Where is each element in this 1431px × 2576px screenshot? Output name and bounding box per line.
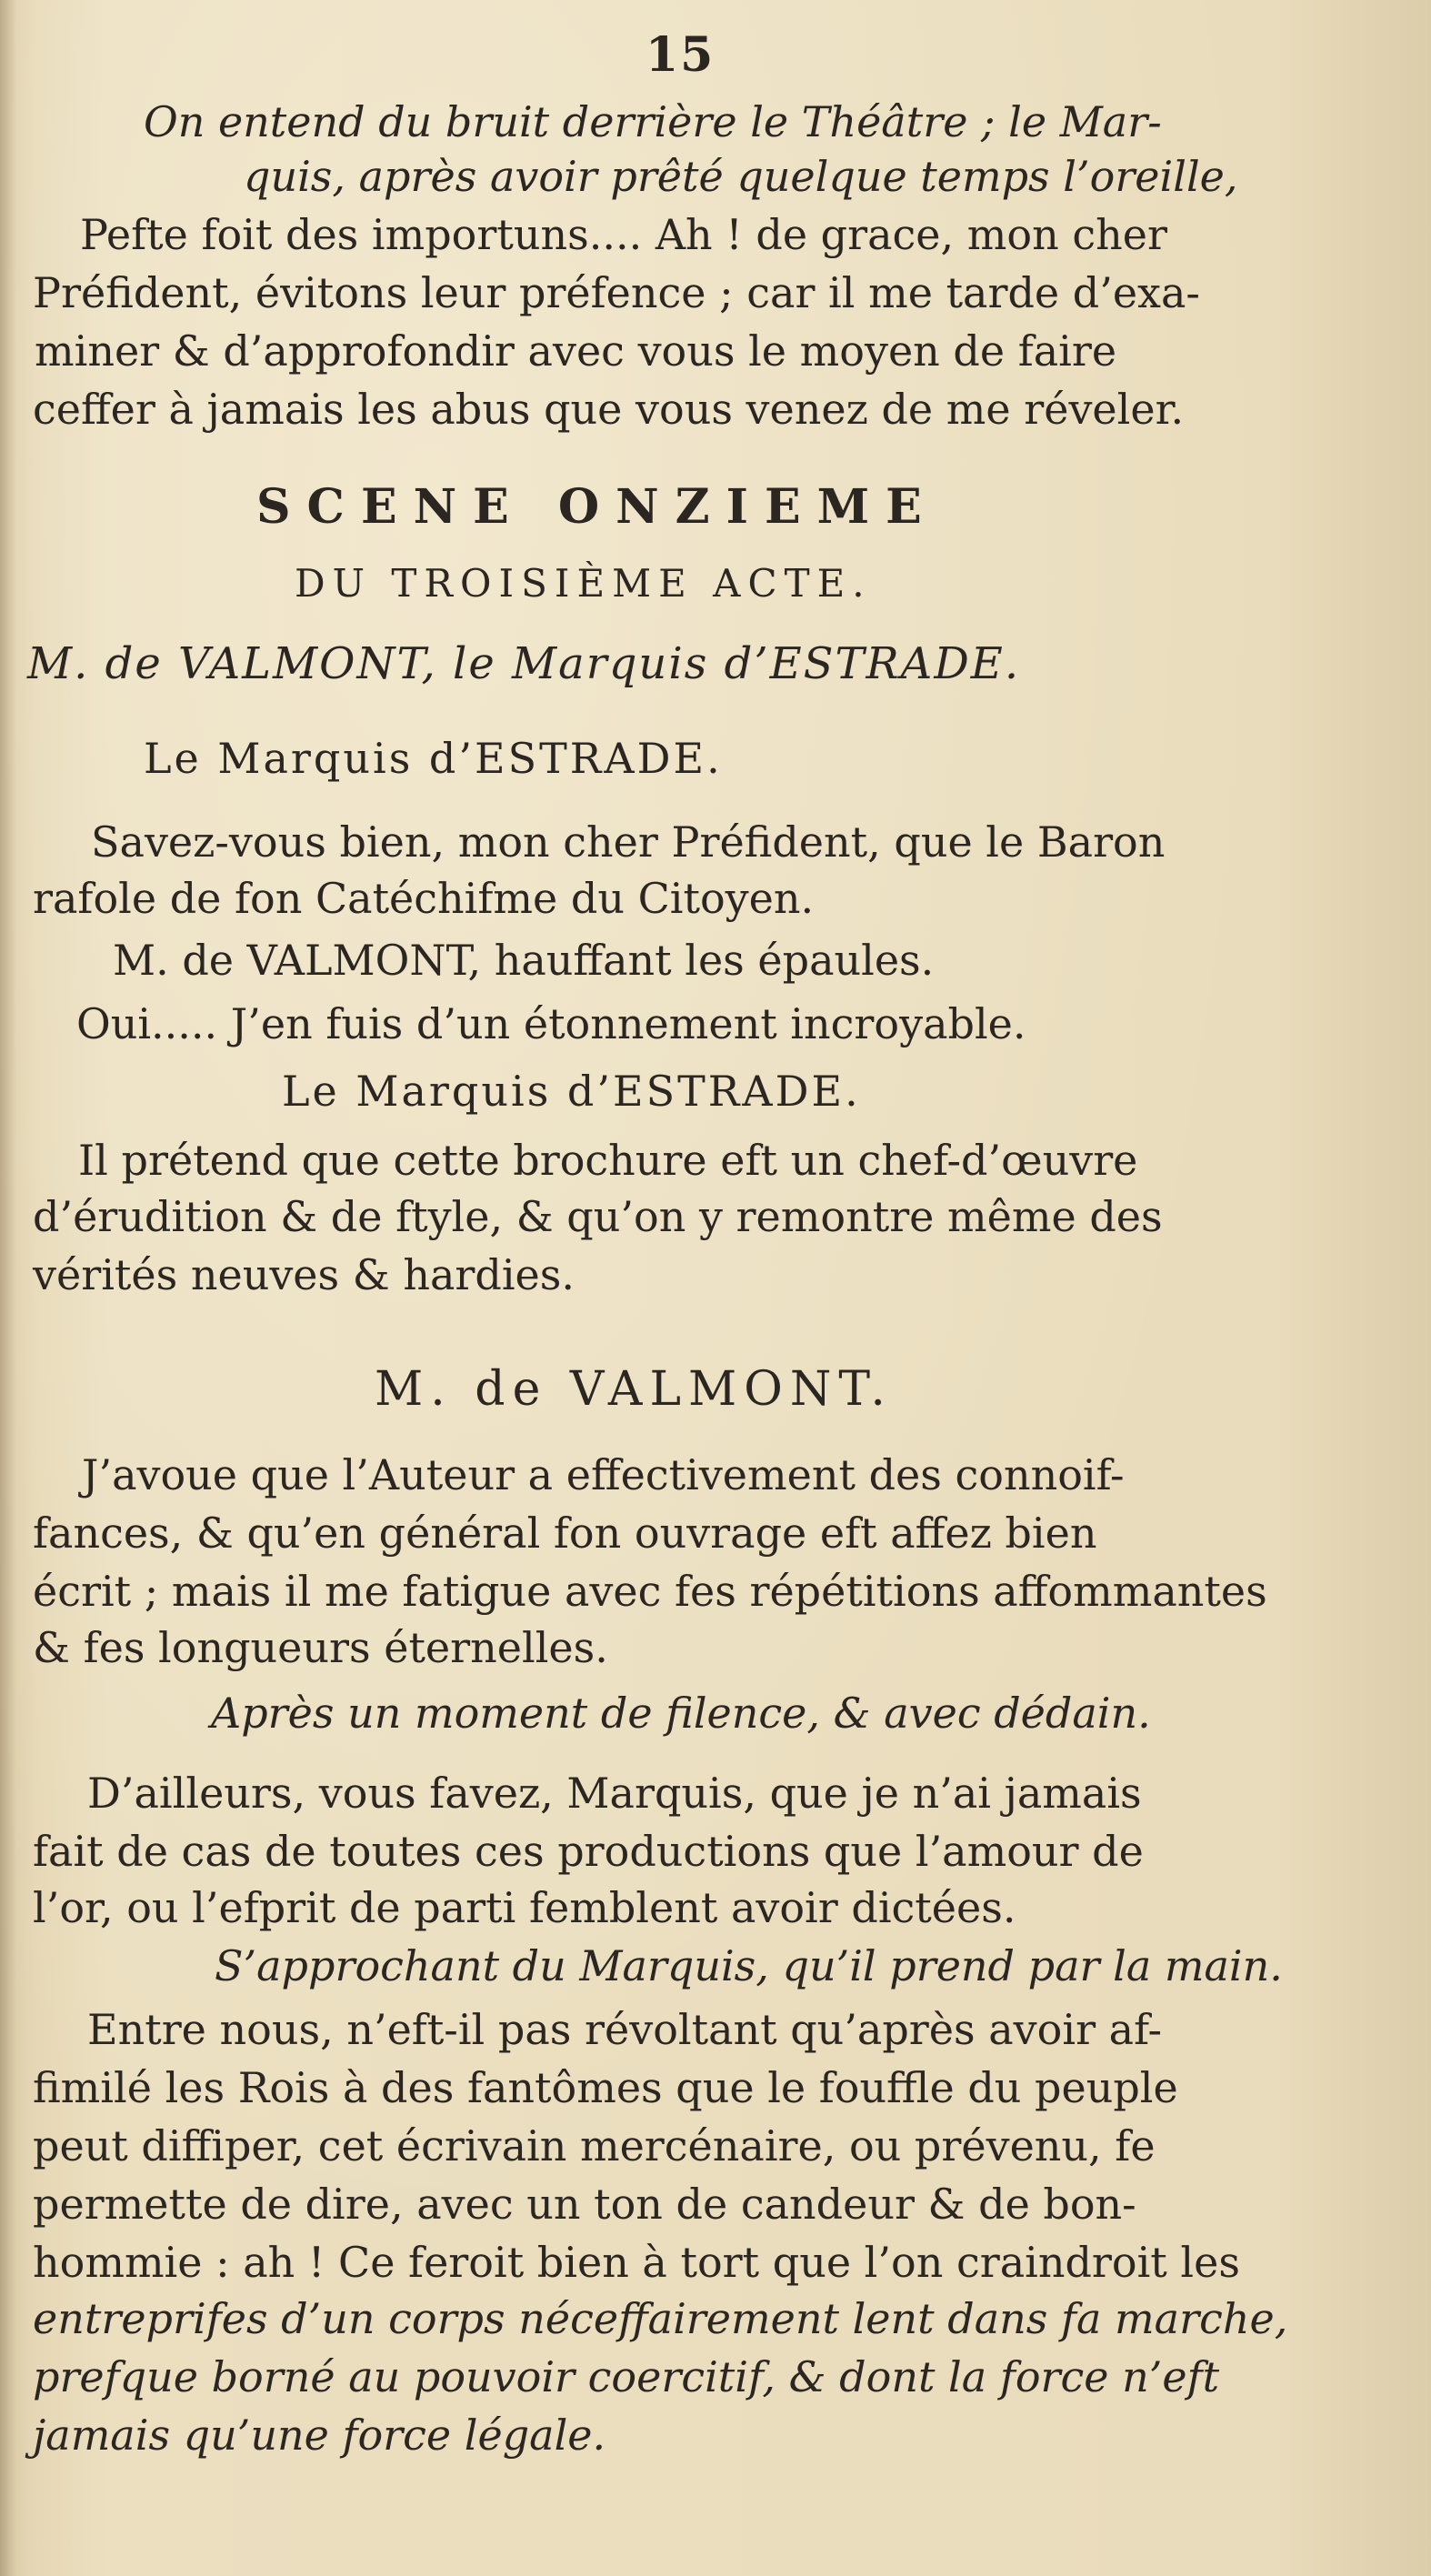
text-line: Entre nous, n’eft-il pas révoltant qu’après avoir af- — [87, 2005, 1163, 2054]
text-line: fances, & qu’en général fon ouvrage eft affez bien — [33, 1509, 1097, 1558]
text-line: fimilé les Rois à des fantômes que le fouffle du peuple — [33, 2063, 1178, 2112]
text-line: miner & d’approfondir avec vous le moyen de faire — [35, 326, 1117, 376]
text-line: rafole de fon Catéchifme du Citoyen. — [33, 874, 815, 923]
stage-direction-line: quis, après avoir prêté quelque temps l’oreille, — [244, 152, 1238, 201]
act-subheading: DU TROISIÈME ACTE. — [295, 561, 872, 606]
text-line-italic: jamais qu’une force légale. — [33, 2411, 606, 2460]
text-line-italic: prefque borné au pouvoir coercitif, & dont la force n’eft — [33, 2352, 1220, 2401]
text-line: & fes longueurs éternelles. — [33, 1623, 608, 1672]
page-gutter-shadow — [0, 0, 16, 2576]
text-line: peut diffiper, cet écrivain mercénaire, ou prévenu, fe — [33, 2121, 1156, 2170]
text-line: d’érudition & de ftyle, & qu’on y remontre même des — [33, 1192, 1163, 1241]
text-line: permette de dire, avec un ton de candeur & de bon- — [33, 2180, 1136, 2229]
scene-heading: SCENE ONZIEME — [256, 479, 938, 535]
stage-direction-line: On entend du bruit derrière le Théâtre ; le Mar- — [144, 97, 1162, 146]
speaker-name: M. de VALMONT, hauffant les épaules. — [113, 936, 935, 985]
text-line: écrit ; mais il me fatigue avec fes répétitions affommantes — [33, 1567, 1267, 1616]
characters-line: M. de VALMONT, le Marquis d’ESTRADE. — [27, 638, 1021, 689]
text-line: Pefte foit des importuns.... Ah ! de grace, mon cher — [80, 210, 1167, 259]
text-line: ceffer à jamais les abus que vous venez de me réveler. — [33, 385, 1185, 434]
speaker-name: Le Marquis d’ESTRADE. — [144, 734, 723, 783]
text-line: l’or, ou l’efprit de parti femblent avoir dictées. — [33, 1883, 1016, 1932]
text-line: vérités neuves & hardies. — [33, 1250, 575, 1299]
page-number: 15 — [645, 27, 716, 83]
speaker-name: Le Marquis d’ESTRADE. — [282, 1067, 861, 1116]
text-line: Préfident, évitons leur préfence ; car il me tarde d’exa- — [33, 268, 1200, 317]
text-line: Il prétend que cette brochure eft un chef-d’œuvre — [78, 1136, 1138, 1185]
stage-direction-line: S’approchant du Marquis, qu’il prend par la main. — [215, 1941, 1283, 1990]
text-line: hommie : ah ! Ce feroit bien à tort que l’on craindroit les — [33, 2238, 1240, 2287]
text-line: J’avoue que l’Auteur a effectivement des connoif- — [82, 1450, 1125, 1499]
speaker-name: M. de VALMONT. — [375, 1362, 893, 1417]
text-line: D’ailleurs, vous favez, Marquis, que je n’ai jamais — [87, 1769, 1142, 1818]
text-line: Savez-vous bien, mon cher Préfident, que le Baron — [91, 817, 1166, 867]
stage-direction-line: Après un moment de filence, & avec dédain. — [211, 1689, 1151, 1738]
text-line-italic: entreprifes d’un corps néceffairement lent dans fa marche, — [33, 2294, 1288, 2343]
text-line: Oui..... J’en fuis d’un étonnement incroyable. — [76, 999, 1026, 1048]
text-line: fait de cas de toutes ces productions que l’amour de — [33, 1827, 1144, 1876]
